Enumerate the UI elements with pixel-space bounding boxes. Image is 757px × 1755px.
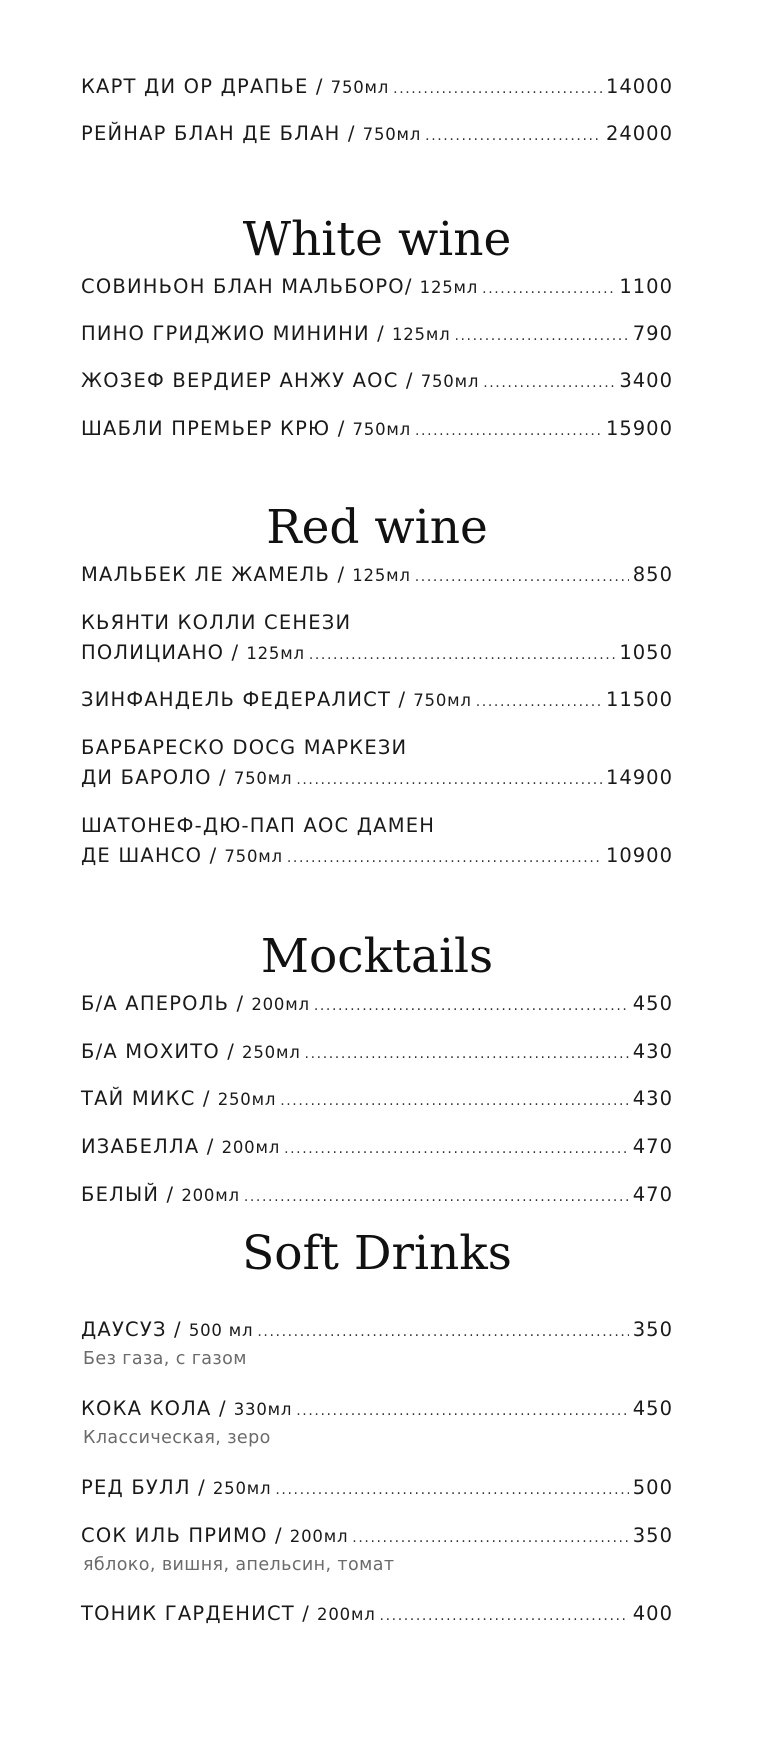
dot-leader [314, 991, 629, 1021]
item-name: БЕЛЫЙ / [81, 1183, 175, 1206]
dot-leader [483, 368, 615, 398]
item-price: 3400 [619, 369, 673, 392]
dot-leader [380, 1601, 629, 1631]
menu-item [81, 1521, 673, 1577]
item-price: 470 [632, 1135, 673, 1158]
item-price: 400 [632, 1602, 673, 1625]
item-price: 15900 [605, 417, 673, 440]
dot-leader [296, 765, 602, 795]
item-volume: 750мл [413, 691, 472, 710]
item-name: ДАУСУЗ / [81, 1318, 182, 1341]
item-name: ТАЙ МИКС / [81, 1087, 211, 1110]
item-note: Без газа, с газом [83, 1349, 247, 1369]
item-volume: 750мл [330, 78, 390, 97]
dot-leader [415, 416, 602, 446]
dot-leader [415, 562, 629, 592]
item-name: Б/А МОХИТО / [81, 1040, 236, 1063]
dot-leader [257, 1317, 628, 1347]
section-title-red-wine: Red wine [266, 500, 488, 555]
item-volume: 500 мл [188, 1321, 254, 1340]
item-note: Классическая, зеро [83, 1428, 271, 1448]
menu-item [81, 1132, 673, 1162]
item-name: РЕД БУЛЛ / [81, 1476, 206, 1499]
item-price: 14900 [605, 766, 673, 789]
menu-item [81, 1084, 673, 1114]
section-title-white-wine: White wine [242, 212, 512, 267]
item-volume: 200мл [251, 995, 310, 1014]
item-price: 430 [632, 1087, 673, 1110]
dot-leader [296, 1396, 629, 1426]
item-price: 1100 [619, 275, 673, 298]
item-price: 350 [632, 1318, 673, 1341]
menu-item [81, 733, 673, 793]
item-name: ПИНО ГРИДЖИО МИНИНИ / [81, 322, 385, 345]
menu-item [81, 272, 673, 302]
item-name: ЖОЗЕФ ВЕРДИЕР АНЖУ АОС / [81, 369, 414, 392]
item-price: 350 [632, 1524, 673, 1547]
item-name: СОВИНЬОН БЛАН МАЛЬБОРО/ [81, 275, 413, 298]
item-volume: 125мл [391, 325, 451, 344]
item-volume: 750мл [362, 125, 422, 144]
item-name: СОК ИЛЬ ПРИМО / [81, 1524, 283, 1547]
section-title-mocktails: Mocktails [260, 929, 494, 984]
item-name: КОКА КОЛА / [81, 1397, 227, 1420]
dot-leader [476, 687, 602, 717]
item-price: 450 [632, 992, 673, 1015]
menu-item [81, 366, 673, 396]
item-price: 1050 [619, 641, 673, 664]
menu-item [81, 685, 673, 715]
dot-leader [244, 1182, 629, 1212]
item-note: яблоко, вишня, апельсин, томат [83, 1555, 395, 1575]
menu-item [81, 1037, 673, 1067]
item-volume: 750мл [420, 372, 480, 391]
menu-item [81, 560, 673, 590]
menu-item [81, 1599, 673, 1629]
menu-item [81, 319, 673, 349]
item-price: 850 [632, 563, 673, 586]
item-price: 24000 [605, 122, 673, 145]
item-volume: 200мл [221, 1138, 281, 1157]
dot-leader [287, 843, 602, 873]
dot-leader [305, 1039, 629, 1069]
item-name: ШАБЛИ ПРЕМЬЕР КРЮ / [81, 417, 346, 440]
item-price: 430 [632, 1040, 673, 1063]
dot-leader [275, 1475, 628, 1505]
item-volume: 250мл [212, 1479, 272, 1498]
dot-leader [352, 1523, 628, 1553]
item-price: 10900 [605, 844, 673, 867]
item-volume: 125мл [246, 644, 305, 663]
item-volume: 200мл [317, 1605, 376, 1624]
menu-item [81, 119, 673, 149]
item-price: 470 [632, 1183, 673, 1206]
menu-item [81, 414, 673, 444]
item-name-line1: БАРБАРЕСКО DOCG МАРКЕЗИ [81, 736, 408, 759]
item-name: ПОЛИЦИАНО / [81, 641, 240, 664]
item-volume: 750мл [224, 847, 283, 866]
menu-item [81, 1394, 673, 1450]
dot-leader [393, 74, 602, 104]
item-name: РЕЙНАР БЛАН ДЕ БЛАН / [81, 122, 356, 145]
item-volume: 330мл [233, 1400, 293, 1419]
menu-item [81, 608, 673, 668]
dot-leader [284, 1134, 629, 1164]
item-name: Б/А АПЕРОЛЬ / [81, 992, 245, 1015]
item-volume: 200мл [289, 1527, 349, 1546]
item-name-line1: ШАТОНЕФ-ДЮ-ПАП АОС ДАМЕН [81, 814, 436, 837]
menu-item [81, 1315, 673, 1371]
item-price: 790 [632, 322, 673, 345]
dot-leader [309, 640, 616, 670]
item-volume: 750мл [233, 769, 293, 788]
menu-item [81, 989, 673, 1019]
menu-item [81, 72, 673, 102]
item-name: ТОНИК ГАРДЕНИСТ / [81, 1602, 311, 1625]
menu-item [81, 1473, 673, 1503]
item-price: 14000 [605, 75, 673, 98]
item-volume: 250мл [217, 1090, 277, 1109]
item-name: ДЕ ШАНСО / [81, 844, 218, 867]
section-title-soft-drinks: Soft Drinks [242, 1226, 512, 1281]
item-volume: 200мл [181, 1186, 240, 1205]
item-volume: 250мл [242, 1043, 301, 1062]
item-volume: 125мл [352, 566, 411, 585]
item-volume: 125мл [419, 278, 479, 297]
menu-item [81, 1180, 673, 1210]
item-price: 450 [632, 1397, 673, 1420]
item-price: 500 [632, 1476, 673, 1499]
item-name: ЗИНФАНДЕЛЬ ФЕДЕРАЛИСТ / [81, 688, 407, 711]
dot-leader [425, 121, 602, 151]
menu-item [81, 811, 673, 871]
item-price: 11500 [605, 688, 673, 711]
item-volume: 750мл [352, 420, 411, 439]
item-name: ИЗАБЕЛЛА / [81, 1135, 215, 1158]
item-name: МАЛЬБЕК ЛЕ ЖАМЕЛЬ / [81, 563, 346, 586]
dot-leader [482, 274, 615, 304]
item-name: ДИ БАРОЛО / [81, 766, 227, 789]
dot-leader [454, 321, 628, 351]
item-name: КАРТ ДИ ОР ДРАПЬЕ / [81, 75, 324, 98]
dot-leader [280, 1086, 629, 1116]
item-name-line1: КЬЯНТИ КОЛЛИ СЕНЕЗИ [81, 611, 352, 634]
